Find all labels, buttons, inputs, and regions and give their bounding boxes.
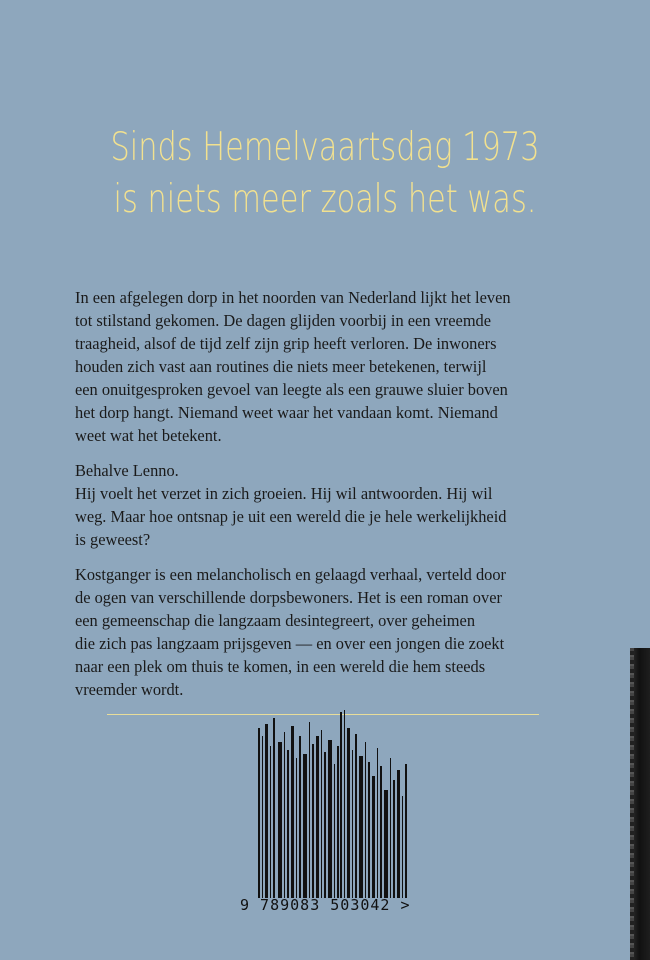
barcode-bar <box>270 746 271 898</box>
barcode-bar <box>397 770 400 898</box>
barcode-bar <box>365 742 366 898</box>
barcode-bar <box>405 764 407 898</box>
barcode-bar <box>278 742 282 898</box>
blurb-line: weet wat het betekent. <box>75 426 222 445</box>
barcode-bar <box>368 762 370 898</box>
barcode-bar <box>321 730 322 898</box>
blurb-paragraph-2 <box>75 459 553 551</box>
isbn-number: 9 789083 503042 > <box>240 896 411 914</box>
blurb-line: vreemder wordt. <box>75 680 184 699</box>
barcode-bar <box>352 750 353 898</box>
barcode-bar <box>393 780 395 898</box>
barcode-bar <box>372 776 375 898</box>
barcode-bar <box>355 734 357 898</box>
barcode-bar <box>265 724 268 898</box>
barcode-bar <box>347 728 350 898</box>
headline-line-1: Sinds Hemelvaartsdag 1973 <box>110 125 540 170</box>
blurb-line: Hij voelt het verzet in zich groeien. Hij wil antwoorden. Hij wil <box>75 484 493 503</box>
barcode-bar <box>340 712 342 898</box>
barcode-bar <box>344 710 345 898</box>
barcode-bar <box>312 744 314 898</box>
blurb-line: Kostganger is een melancholisch en gelaagd verhaal, verteld door <box>75 565 506 584</box>
barcode-bar <box>377 748 378 898</box>
barcode-bar <box>262 736 263 898</box>
barcode-bar <box>390 758 391 898</box>
barcode-bar <box>284 732 285 898</box>
barcode-bar <box>384 790 388 898</box>
headline <box>72 122 579 226</box>
barcode-bar <box>402 796 403 898</box>
barcode-bar <box>258 728 260 898</box>
blurb-line: Behalve Lenno. <box>75 461 179 480</box>
barcode-bar <box>309 722 310 898</box>
blurb-paragraph-3 <box>75 563 553 701</box>
barcode-bar <box>287 750 289 898</box>
blurb-line: naar een plek om thuis te komen, in een wereld die hem steeds <box>75 657 486 676</box>
blurb-line: een onuitgesproken gevoel van leegte als een grauwe sluier boven <box>75 380 508 399</box>
blurb-line: een gemeenschap die langzaam desintegreert, over geheimen <box>75 611 476 630</box>
blurb-line: het dorp hangt. Niemand weet waar het vandaan komt. Niemand <box>75 403 498 422</box>
blurb-line: In een afgelegen dorp in het noorden van Nederland lijkt het leven <box>75 288 511 307</box>
barcode-bar <box>324 752 326 898</box>
barcode-bar <box>273 718 275 898</box>
barcode-bar <box>303 754 307 898</box>
barcode <box>236 706 426 906</box>
barcode-bar <box>334 764 335 898</box>
barcode-bar <box>328 740 332 898</box>
barcode-bar <box>359 756 363 898</box>
blurb-line: die zich pas langzaam prijsgeven — en over een jongen die zoekt <box>75 634 505 653</box>
barcode-bar <box>337 746 339 898</box>
blurb-line: houden zich vast aan routines die niets meer betekenen, terwijl <box>75 357 487 376</box>
blurb-line: is geweest? <box>75 530 151 549</box>
barcode-bar <box>296 758 297 898</box>
blurb-line: tot stilstand gekomen. De dagen glijden voorbij in een vreemde <box>75 311 492 330</box>
blurb-line: weg. Maar hoe ontsnap je uit een wereld die je hele werkelijkheid <box>75 507 507 526</box>
barcode-bar <box>316 736 319 898</box>
blurb-line: traagheid, alsof de tijd zelf zijn grip heeft verloren. De inwoners <box>75 334 497 353</box>
barcode-bar <box>291 726 294 898</box>
barcode-bar <box>299 736 301 898</box>
blurb-text <box>75 286 553 713</box>
blurb-paragraph-1 <box>75 286 553 447</box>
cover-photo-edge <box>632 648 650 960</box>
blurb-line: de ogen van verschillende dorpsbewoners. Het is een roman over <box>75 588 502 607</box>
headline-line-2: is niets meer zoals het was. <box>113 177 537 222</box>
barcode-bar <box>380 766 382 898</box>
